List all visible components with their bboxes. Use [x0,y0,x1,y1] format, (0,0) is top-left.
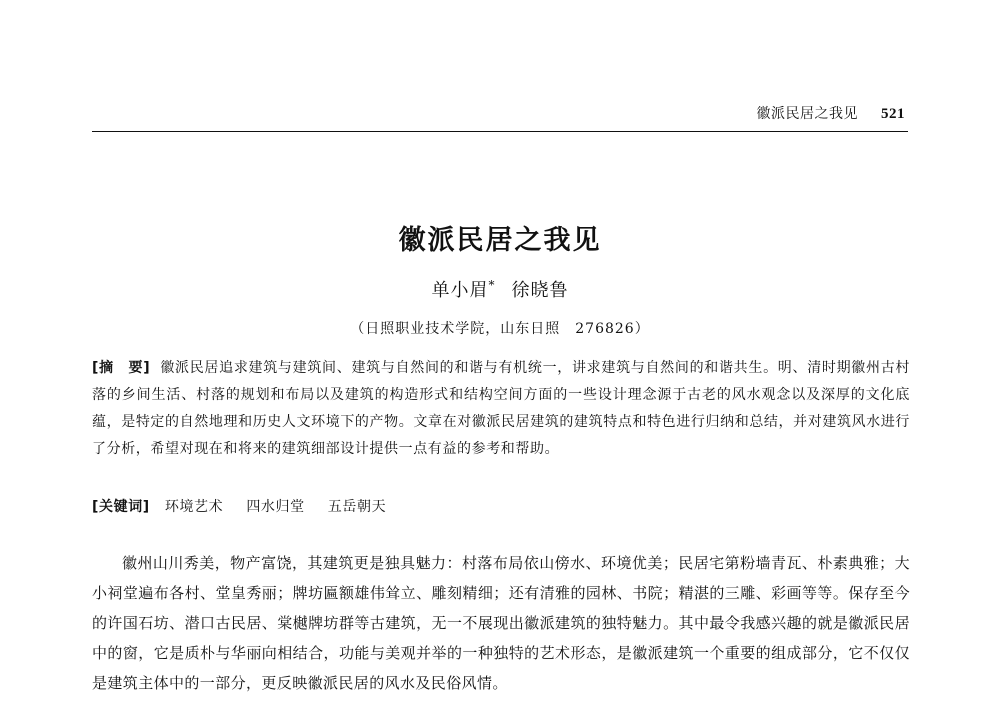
abstract [92,355,910,463]
keyword-1: 环境艺术 [164,499,224,515]
affiliation: （日照职业技术学院，山东日照 276826） [350,321,650,337]
keywords [92,496,404,516]
author-2: 徐晓鲁 [511,280,569,301]
abstract-label: [摘 要] [92,360,151,376]
keyword-2: 四水归堂 [246,499,305,515]
body-paragraph: 徽州山川秀美，物产富饶，其建筑更是独具魅力：村落布局依山傍水、环境优美；民居宅第粉墙青瓦、朴素典雅；大小祠堂遍布各村、堂皇秀丽；牌坊匾额雄伟耸立、雕刻精细；还有清雅的园林、书院；精湛的三雕、彩画等等。保存至今的许国石坊、潜口古民居、棠樾牌坊群等古建筑，无一不展现出徽派建筑的独特魅力。其中最令我感兴趣的就是徽派民居中的窗，它是质朴与华丽向相结合，功能与美观并举的一种独特的艺术形态，是徽派建筑一个重要的组成部分，它不仅仅是建筑主体中的一部分，更反映徽派民居的风水及民俗风情。 [92,554,910,692]
running-header [757,103,905,123]
author-line [0,276,1000,302]
keyword-3: 五岳朝天 [327,499,387,515]
running-header-title: 徽派民居之我见 [756,106,859,122]
article-title: 徽派民居之我见 [398,225,602,256]
header-rule [92,131,908,132]
author-1: 单小眉 [431,280,489,301]
page-number: 521 [881,106,905,122]
keywords-label: [关键词] [92,499,150,515]
author-mark: * [488,278,496,292]
abstract-text: 徽派民居追求建筑与建筑间、建筑与自然间的和谐与有机统一，讲求建筑与自然间的和谐共生。明、清时期徽州古村落的乡间生活、村落的规划和布局以及建筑的构造形式和结构空间方面的一些设计理念源于古老的风水观念以及深厚的文化底蕴，是特定的自然地理和历史人文环境下的产物。文章在对徽派民居建筑的建筑特点和特色进行归纳和总结，并对建筑风水进行了分析，希望对现在和将来的建筑细部设计提供一点有益的参考和帮助。 [92,360,911,457]
